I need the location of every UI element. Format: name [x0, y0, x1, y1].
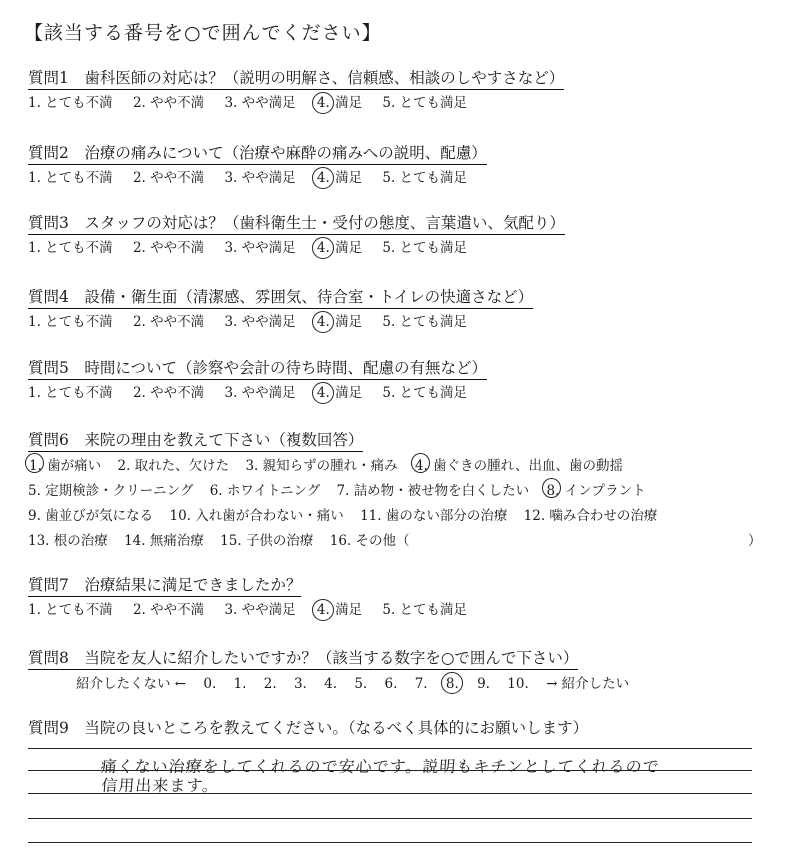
- scale-10[interactable]: 10.: [507, 676, 529, 692]
- q6-option-16[interactable]: 16. その他（: [329, 533, 410, 549]
- option-2[interactable]: 2. やや不満: [132, 385, 205, 401]
- q6-option-5[interactable]: 5. 定期検診・クリーニング: [28, 483, 194, 499]
- option-1[interactable]: 1. とても不満: [28, 240, 113, 256]
- circled-number: 4.: [316, 385, 330, 401]
- q6-row-3: [28, 504, 788, 529]
- circled-number: 4.: [316, 314, 330, 330]
- question-5: [28, 358, 788, 403]
- q6-row-2: [28, 479, 788, 504]
- scale-left-label: 紹介したくない ←: [76, 676, 187, 692]
- q6-option-6[interactable]: 6. ホワイトニング: [209, 483, 321, 499]
- option-1[interactable]: 1. とても不満: [28, 602, 113, 618]
- question-4: [28, 287, 788, 332]
- recommend-scale: [76, 673, 788, 695]
- option-1[interactable]: 1. とても不満: [28, 95, 113, 111]
- option-4[interactable]: 4. 満足: [316, 602, 363, 618]
- option-3[interactable]: 3. やや満足: [224, 170, 296, 186]
- question-3: [28, 213, 788, 258]
- scale-4[interactable]: 4.: [324, 676, 338, 692]
- option-3[interactable]: 3. やや満足: [224, 240, 296, 256]
- question-7: [28, 575, 788, 620]
- option-5[interactable]: 5. とても満足: [382, 240, 468, 256]
- q6-option-9[interactable]: 9. 歯並びが気になる: [28, 508, 154, 524]
- answer-line-2: 信用出来ます。: [100, 776, 220, 795]
- q6-option-10[interactable]: 10. 入れ歯が合わない・痛い: [169, 508, 344, 524]
- q6-option-13[interactable]: 13. 根の治療: [28, 533, 108, 549]
- scale-9[interactable]: 9.: [477, 676, 490, 692]
- option-4[interactable]: 4. 満足: [316, 95, 363, 111]
- option-4[interactable]: 4. 満足: [316, 240, 363, 256]
- form-header: 【該当する番号を○で囲んでください】: [24, 22, 382, 44]
- question-title: 質問7 治療結果に満足できましたか？: [28, 575, 301, 597]
- q6-option-8[interactable]: 8. インプラント: [545, 479, 645, 504]
- question-title: 質問8 当院を友人に紹介したいですか？（該当する数字を○で囲んで下さい）: [28, 648, 578, 670]
- q6-option-12[interactable]: 12. 噛み合わせの治療: [523, 508, 658, 524]
- question-title: 質問6 来院の理由を教えて下さい（複数回答）: [28, 430, 363, 452]
- scale-right-label: → 紹介したい: [546, 676, 630, 692]
- option-2[interactable]: 2. やや不満: [132, 95, 205, 111]
- option-1[interactable]: 1. とても不満: [28, 314, 113, 330]
- question-title: 質問4 設備・衛生面（清潔感、雰囲気、待合室・トイレの快適さなど）: [28, 287, 533, 309]
- answer-options: [28, 168, 788, 188]
- option-2[interactable]: 2. やや不満: [132, 170, 205, 186]
- ruled-line: [28, 748, 752, 749]
- option-5[interactable]: 5. とても満足: [382, 95, 468, 111]
- question-9: [28, 718, 788, 739]
- q6-row-1: [28, 454, 788, 479]
- q6-option-3[interactable]: 3. 親知らずの腫れ・痛み: [245, 458, 398, 474]
- option-3[interactable]: 3. やや満足: [224, 95, 296, 111]
- q6-option-2[interactable]: 2. 取れた、欠けた: [117, 458, 230, 474]
- q6-option-1[interactable]: 1. 歯が痛い: [28, 454, 101, 479]
- q6-row-4: [28, 529, 788, 554]
- question-title: 質問2 治療の痛みについて（治療や麻酔の痛みへの説明、配慮）: [28, 143, 487, 165]
- option-4[interactable]: 4. 満足: [316, 170, 363, 186]
- scale-5[interactable]: 5.: [354, 676, 368, 692]
- q6-option-4[interactable]: 4. 歯ぐきの腫れ、出血、歯の動揺: [414, 454, 623, 479]
- circled-number: 4.: [316, 240, 330, 256]
- question-8: [28, 648, 788, 695]
- question-6: [28, 430, 788, 554]
- question-title: 質問9 当院の良いところを教えてください。（なるべく具体的にお願いします）: [28, 719, 589, 737]
- question-1: [28, 68, 788, 113]
- answer-options: [28, 383, 788, 403]
- scale-1[interactable]: 1.: [233, 676, 247, 692]
- ruled-line: [28, 842, 752, 843]
- option-2[interactable]: 2. やや不満: [132, 602, 205, 618]
- scale-6[interactable]: 6.: [384, 676, 398, 692]
- option-5[interactable]: 5. とても満足: [382, 602, 468, 618]
- option-1[interactable]: 1. とても不満: [28, 170, 113, 186]
- scale-8-circled[interactable]: 8.: [445, 673, 460, 695]
- option-5[interactable]: 5. とても満足: [382, 385, 468, 401]
- option-4[interactable]: 4. 満足: [316, 314, 363, 330]
- option-1[interactable]: 1. とても不満: [28, 385, 113, 401]
- q6-option-11[interactable]: 11. 歯のない部分の治療: [360, 508, 508, 524]
- q6-option-7[interactable]: 7. 詰め物・被せ物を白くしたい: [336, 483, 530, 499]
- scale-3[interactable]: 3.: [293, 676, 307, 692]
- scale-7[interactable]: 7.: [414, 676, 428, 692]
- q6-option-14[interactable]: 14. 無痛治療: [124, 533, 204, 549]
- question-title: 質問5 時間について（診察や会計の待ち時間、配慮の有無など）: [28, 358, 487, 380]
- option-3[interactable]: 3. やや満足: [224, 385, 296, 401]
- option-5[interactable]: 5. とても満足: [382, 170, 468, 186]
- option-5[interactable]: 5. とても満足: [382, 314, 468, 330]
- q6-option-15[interactable]: 15. 子供の治療: [220, 533, 314, 549]
- question-2: [28, 143, 788, 188]
- circled-number: 4.: [316, 602, 330, 618]
- option-3[interactable]: 3. やや満足: [224, 602, 296, 618]
- answer-options: [28, 238, 788, 258]
- option-3[interactable]: 3. やや満足: [224, 314, 296, 330]
- answer-options: [28, 312, 788, 332]
- answer-options: [28, 93, 788, 113]
- ruled-line: [28, 818, 752, 819]
- answer-options: [28, 600, 788, 620]
- other-paren-close: ）: [748, 533, 762, 549]
- option-2[interactable]: 2. やや不満: [132, 240, 205, 256]
- circled-number: 4.: [316, 170, 330, 186]
- scale-0[interactable]: 0.: [203, 676, 217, 692]
- question-title: 質問3 スタッフの対応は？（歯科衛生士・受付の態度、言葉遣い、気配り）: [28, 213, 565, 235]
- question-title: 質問1 歯科医師の対応は？（説明の明解さ、信頼感、相談のしやすさなど）: [28, 68, 564, 90]
- option-4[interactable]: 4. 満足: [316, 385, 363, 401]
- answer-line-1: 痛くない治療をしてくれるので安心です。説明もキチンとしてくれるので: [100, 757, 661, 776]
- option-2[interactable]: 2. やや不満: [132, 314, 205, 330]
- handwritten-answer[interactable]: [98, 753, 761, 799]
- circled-number: 4.: [316, 95, 330, 111]
- scale-2[interactable]: 2.: [263, 676, 277, 692]
